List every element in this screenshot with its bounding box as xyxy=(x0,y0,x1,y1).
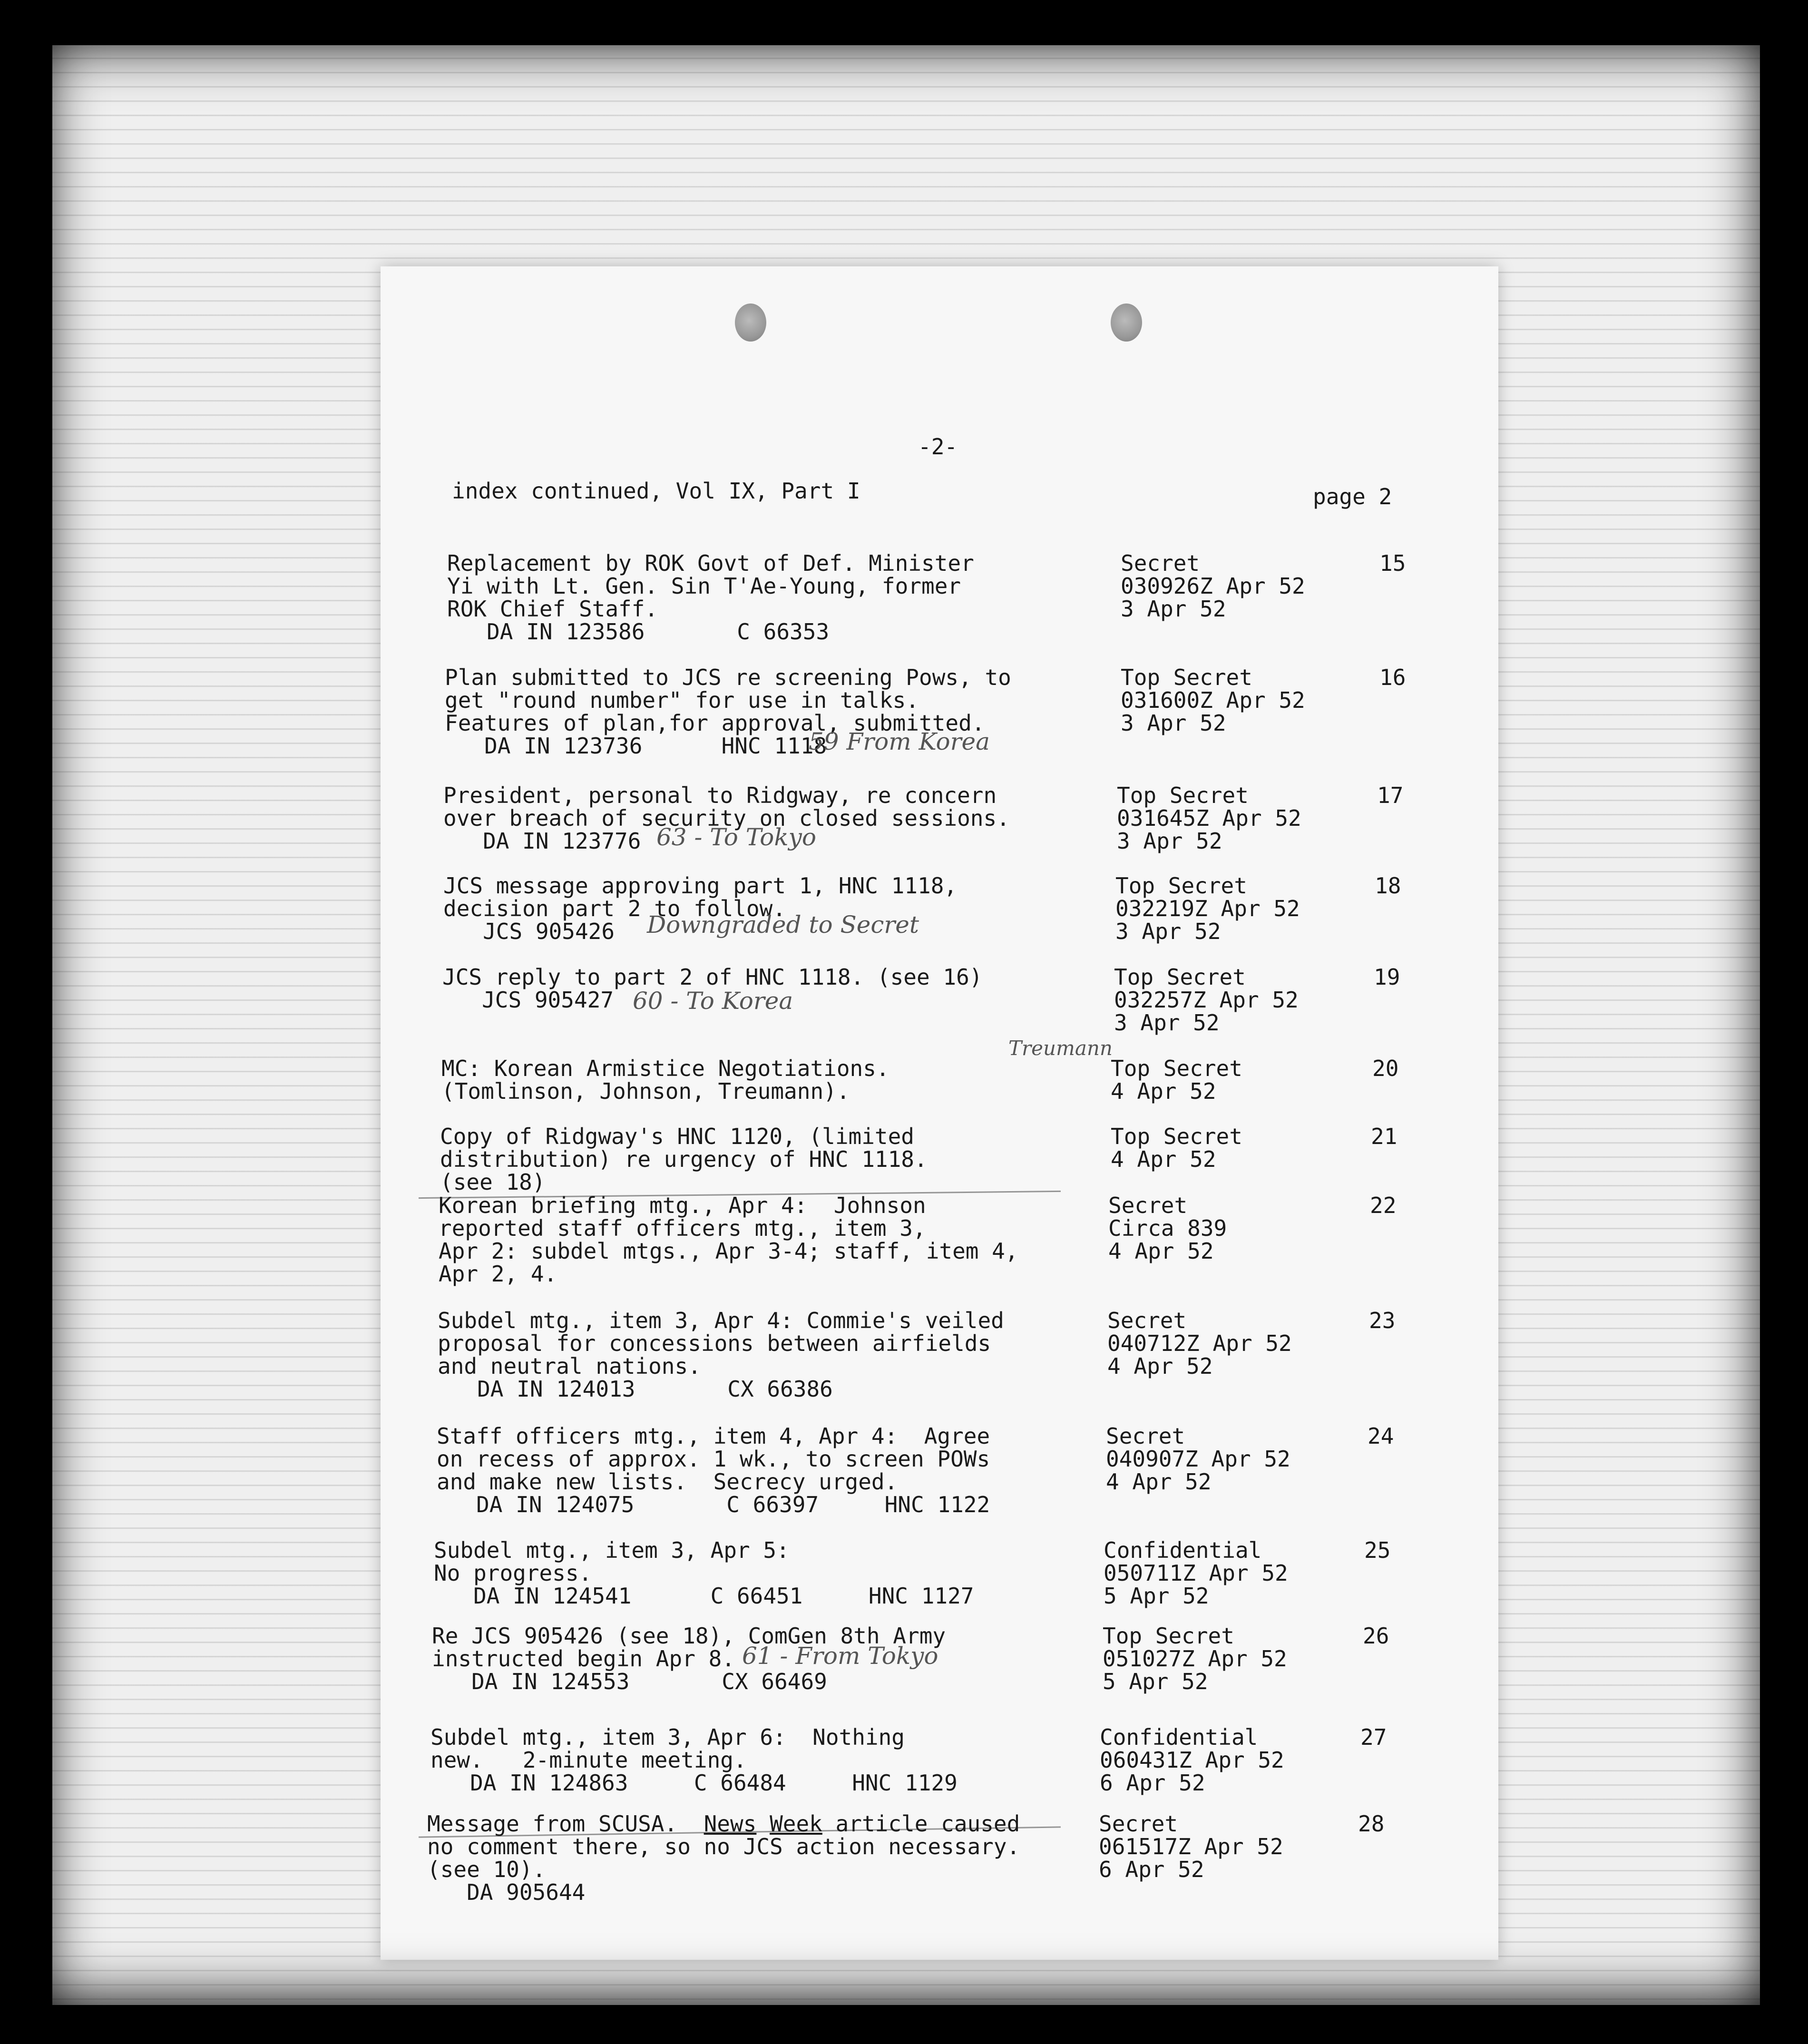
entry-number: 27 xyxy=(1360,1724,1387,1750)
entry-number: 25 xyxy=(1364,1537,1391,1563)
entry-description xyxy=(427,1812,1020,1904)
entry-number: 21 xyxy=(1371,1124,1398,1149)
page-marker: -2- xyxy=(918,434,958,460)
entry-classification: Top Secret 051027Z Apr 52 5 Apr 52 xyxy=(1103,1623,1287,1694)
entry-description: Staff officers mtg., item 4, Apr 4: Agree on recess of approx. 1 wk., to screen POWs and make new lists. Secrecy urged. DA IN 124075 C 66397 HNC 1122 xyxy=(437,1423,990,1517)
entry-text: article caused no comment there, so no JCS action necessary. (see 10). DA 905644 xyxy=(427,1811,1020,1905)
handwritten-note: 63 - To Tokyo xyxy=(656,823,816,851)
entry-classification: Confidential 050711Z Apr 52 5 Apr 52 xyxy=(1104,1537,1288,1609)
entry-description: MC: Korean Armistice Negotiations. (Tomlinson, Johnson, Treumann). xyxy=(441,1056,889,1104)
entry-text: Message from SCUSA. xyxy=(427,1811,704,1837)
entry-classification: Top Secret 4 Apr 52 xyxy=(1111,1124,1242,1172)
handwritten-note: Treumann xyxy=(1008,1037,1113,1060)
handwritten-note: 61 - From Tokyo xyxy=(742,1642,938,1670)
entry-classification: Secret 040712Z Apr 52 4 Apr 52 xyxy=(1107,1308,1292,1379)
index-title: index continued, Vol IX, Part I xyxy=(452,478,860,504)
entry-description: Copy of Ridgway's HNC 1120, (limited distribution) re urgency of HNC 1118. (see 18) xyxy=(440,1124,928,1195)
entry-number: 26 xyxy=(1363,1623,1389,1649)
handwritten-note: 59 From Korea xyxy=(809,728,990,755)
entry-classification: Top Secret 031645Z Apr 52 3 Apr 52 xyxy=(1117,782,1301,854)
entry-classification: Confidential 060431Z Apr 52 6 Apr 52 xyxy=(1100,1724,1284,1796)
publication-name: News xyxy=(704,1811,757,1837)
entry-description: Subdel mtg., item 3, Apr 6: Nothing new. 2-minute meeting. DA IN 124863 C 66484 HNC 1129 xyxy=(430,1724,958,1796)
entry-description: President, personal to Ridgway, re concern over breach of security on closed sessions. DA IN 123776 xyxy=(443,782,1010,854)
entry-classification: Secret 040907Z Apr 52 4 Apr 52 xyxy=(1106,1423,1290,1495)
entry-description: Plan submitted to JCS re screening Pows, to get "round number" for use in talks. Features of plan,for approval, submitted. DA IN 123736 HNC 1118 xyxy=(445,665,1011,759)
entry-number: 20 xyxy=(1372,1056,1399,1081)
entry-number: 17 xyxy=(1377,782,1404,808)
entry-classification: Top Secret 031600Z Apr 52 3 Apr 52 xyxy=(1121,665,1305,736)
entry-classification: Secret 030926Z Apr 52 3 Apr 52 xyxy=(1121,550,1305,622)
page-label: page 2 xyxy=(1313,484,1392,509)
entry-description: JCS reply to part 2 of HNC 1118. (see 16) JCS 905427 xyxy=(442,964,983,1013)
entry-classification: Secret Circa 839 4 Apr 52 xyxy=(1108,1193,1227,1264)
entry-description: Re JCS 905426 (see 18), ComGen 8th Army instructed begin Apr 8. DA IN 124553 CX 66469 xyxy=(432,1623,946,1694)
entry-description: Replacement by ROK Govt of Def. Minister Yi with Lt. Gen. Sin T'Ae-Young, former ROK Chief Staff. DA IN 123586 C 66353 xyxy=(447,550,974,645)
entry-classification: Top Secret 032219Z Apr 52 3 Apr 52 xyxy=(1115,873,1300,944)
entry-number: 16 xyxy=(1379,665,1406,690)
entry-number: 19 xyxy=(1374,964,1400,990)
handwritten-note: Downgraded to Secret xyxy=(647,911,919,939)
entry-number: 15 xyxy=(1379,550,1406,576)
entry-description: Korean briefing mtg., Apr 4: Johnson reported staff officers mtg., item 3, Apr 2: subdel mtgs., Apr 3-4; staff, item 4, Apr 2, 4. xyxy=(439,1193,1018,1287)
entry-number: 28 xyxy=(1358,1811,1385,1837)
entry-number: 24 xyxy=(1368,1423,1394,1449)
handwritten-note: 60 - To Korea xyxy=(633,987,793,1015)
publication-name: Week xyxy=(770,1811,822,1837)
entry-number: 23 xyxy=(1369,1308,1396,1333)
entry-classification: Top Secret 032257Z Apr 52 3 Apr 52 xyxy=(1114,964,1299,1036)
entry-number: 18 xyxy=(1375,873,1401,899)
entry-classification: Top Secret 4 Apr 52 xyxy=(1111,1056,1242,1104)
entry-description: Subdel mtg., item 3, Apr 5: No progress. DA IN 124541 C 66451 HNC 1127 xyxy=(434,1537,974,1609)
entry-description: Subdel mtg., item 3, Apr 4: Commie's veiled proposal for concessions between airfields and neutral nations. DA IN 124013 CX 66386 xyxy=(438,1308,1004,1402)
entry-number: 22 xyxy=(1370,1193,1397,1218)
entry-classification: Secret 061517Z Apr 52 6 Apr 52 xyxy=(1099,1811,1283,1882)
entry-description: JCS message approving part 1, HNC 1118, decision part 2 to follow. JCS 905426 xyxy=(443,873,958,944)
